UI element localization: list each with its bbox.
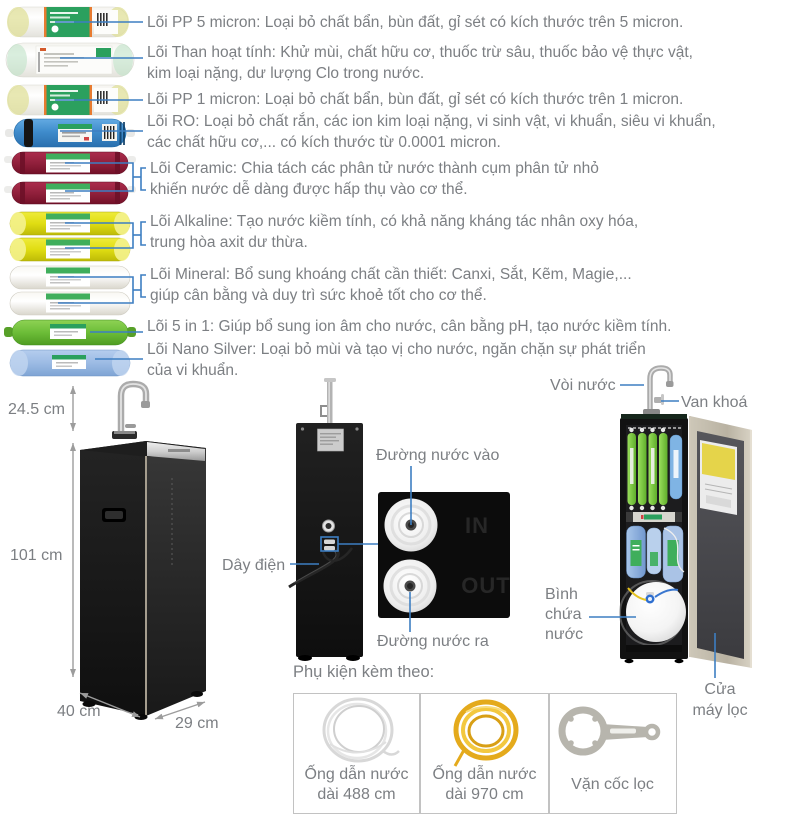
inset-out-label: OUT <box>461 573 511 598</box>
filter-desc-mineral: Lõi Mineral: Bổ sung khoáng chất cần thiết: Canxi, Sắt, Kẽm, Magie,... giúp cân bằng và duy trì sức khoẻ tốt cho cơ thể. <box>150 266 632 304</box>
dim-depth: 40 cm <box>57 703 101 720</box>
filter-desc-5in1: Lõi 5 in 1: Giúp bổ sung ion âm cho nước, cân bằng pH, tạo nước kiềm tính. <box>147 318 672 335</box>
inner-blue-canisters <box>627 526 685 582</box>
filter-desc-ro: Lõi RO: Loại bỏ chất rắn, các ion kim loại nặng, vi sinh vật, vi khuẩn, siêu vi khuẩn, các chất hữu cơ,... có kích thước từ 0.0001 micron. <box>147 113 716 151</box>
nano-silver-filter <box>10 350 130 376</box>
filter-desc-pp5: Lõi PP 5 micron: Loại bỏ chất bẩn, bùn đất, gỉ sét có kích thước trên 5 micron. <box>147 14 684 31</box>
inset-in-label: IN <box>465 513 489 538</box>
inner-separator-band <box>626 512 682 522</box>
machine-front-view <box>80 384 206 720</box>
faucet-front-icon <box>112 384 150 439</box>
machine-open-view <box>620 368 752 668</box>
filter-desc-ceramic: Lõi Ceramic: Chia tách các phân tử nước thành cụm phân tử nhỏ khiến nước dễ dàng được hấp thụ vào cơ thể. <box>150 160 599 198</box>
dim-faucet-height: 24.5 cm <box>8 401 65 418</box>
filter-desc-alkaline: Lõi Alkaline: Tạo nước kiềm tính, có khả năng kháng tác nhân oxy hóa, trung hòa axit dư thừa. <box>150 213 639 251</box>
accessory-caption-wrench: Vặn cốc lọc <box>571 776 654 793</box>
dim-body-height: 101 cm <box>10 547 63 564</box>
callout-valve: Van khoá <box>681 394 748 411</box>
callout-water-out: Đường nước ra <box>377 633 489 650</box>
dim-width: 29 cm <box>175 715 219 732</box>
inner-green-filters <box>628 428 683 510</box>
ro-membrane <box>5 119 135 147</box>
callout-door: Cửa máy lọc <box>692 681 748 719</box>
machine-rear-view <box>289 378 363 661</box>
filter-desc-nano-silver: Lõi Nano Silver: Loại bỏ mùi và tạo vị cho nước, ngăn chặn sự phát triển của vi khuẩn. <box>147 341 646 379</box>
mineral-filters <box>10 266 130 315</box>
filter-desc-pp1: Lõi PP 1 micron: Loại bỏ chất bẩn, bùn đất, gỉ sét có kích thước trên 1 micron. <box>147 91 684 108</box>
accessory-caption-tube-970: Ống dẫn nước dài 970 cm <box>432 766 537 803</box>
callout-faucet: Vòi nước <box>550 377 616 394</box>
valve-icon <box>654 394 664 405</box>
accessories-title: Phụ kiện kèm theo: <box>293 663 435 681</box>
filter-door <box>690 416 752 668</box>
inout-inset-panel <box>378 492 511 618</box>
faucet-open-icon <box>643 368 674 415</box>
accessory-caption-tube-488: Ống dẫn nước dài 488 cm <box>304 766 409 803</box>
filter-desc-carbon: Lõi Than hoạt tính: Khử mùi, chất hữu cơ, thuốc trừ sâu, thuốc bảo vệ thực vật, kim loại nặng, dư lượng Clo trong nước. <box>147 44 693 82</box>
filter-cartridge-carbon <box>6 43 134 77</box>
water-tank-icon <box>620 581 686 645</box>
callout-water-in: Đường nước vào <box>376 447 500 464</box>
accessories-table <box>293 693 677 814</box>
ceramic-filters <box>4 152 136 204</box>
alkaline-filters <box>10 212 130 261</box>
callout-tank: Bình chứa nước <box>545 586 584 643</box>
callout-power-cord: Dây điện <box>222 557 286 574</box>
